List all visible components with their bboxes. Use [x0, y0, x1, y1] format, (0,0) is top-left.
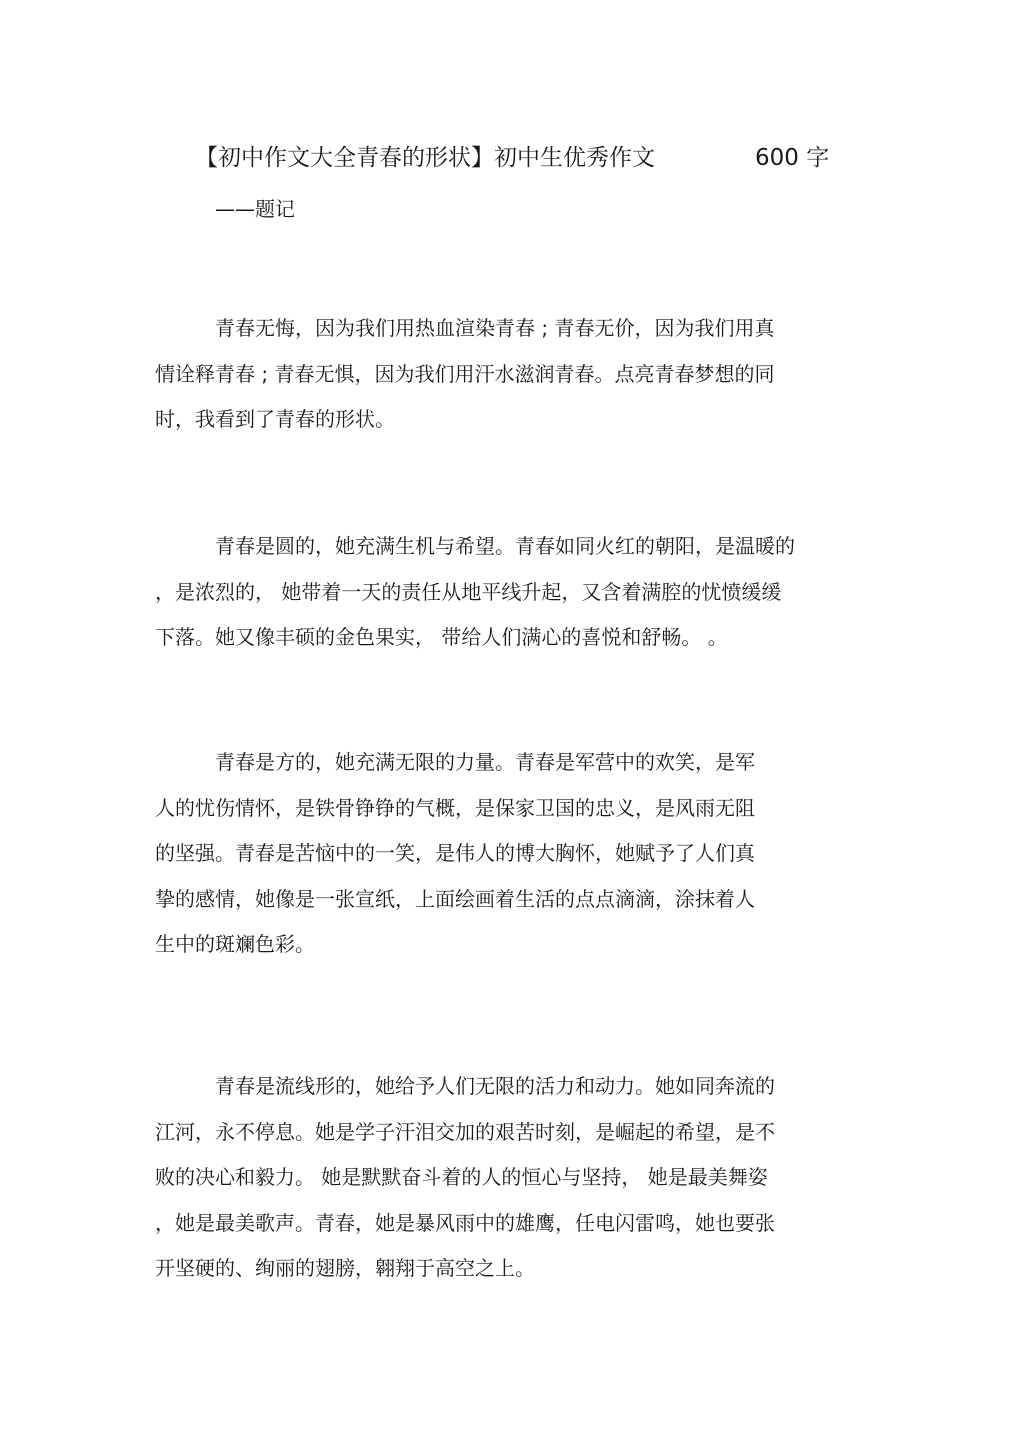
paragraph-line: 的坚强。青春是苦恼中的一笑，是伟人的博大胸怀，她赋予了人们真	[155, 841, 755, 865]
paragraph-line: 败的决心和毅力。 她是默默奋斗着的人的恒心与坚持， 她是最美舞姿	[155, 1165, 768, 1189]
paragraph-line: 情诠释青春 ; 青春无惧，因为我们用汗水滋润青春。点亮青春梦想的同	[155, 361, 775, 386]
paragraph-line: 青春是流线形的，她给予人们无限的活力和动力。她如同奔流的	[215, 1074, 775, 1098]
paragraph-line: ，她是最美歌声。青春，她是暴风雨中的雄鹰，任电闪雷鸣，她也要张	[155, 1210, 775, 1235]
paragraph-line: 青春无悔，因为我们用热血渲染青春 ; 青春无价，因为我们用真	[215, 316, 775, 340]
paragraph-line: 挚的感情，她像是一张宣纸，上面绘画着生活的点点滴滴，涂抹着人	[155, 886, 755, 911]
title-word-count: 600 字	[755, 145, 830, 171]
paragraph-line: 时，我看到了青春的形状。	[155, 407, 395, 431]
paragraph-2	[155, 524, 875, 661]
paragraph-1	[155, 306, 875, 443]
paragraph-line: 人的忧伤情怀，是铁骨铮铮的气概，是保家卫国的忠义，是风雨无阻	[155, 795, 755, 820]
title-text: 【初中作文大全青春的形状】初中生优秀作文	[195, 145, 655, 171]
paragraph-line: 青春是方的，她充满无限的力量。青春是军营中的欢笑，是军	[215, 750, 755, 774]
paragraph-3	[155, 740, 875, 968]
paragraph-line: 江河，永不停息。她是学子汗泪交加的艰苦时刻，是崛起的希望，是不	[155, 1119, 775, 1144]
document-title	[195, 138, 835, 178]
subtitle-epigraph: ——题记	[215, 197, 295, 221]
paragraph-line: 开坚硬的、绚丽的翅膀，翱翔于高空之上。	[155, 1256, 535, 1280]
paragraph-4	[155, 1064, 875, 1292]
paragraph-line: 生中的斑斓色彩。	[155, 932, 315, 956]
paragraph-line: 青春是圆的，她充满生机与希望。青春如同火红的朝阳，是温暖的	[215, 534, 795, 558]
paragraph-line: ，是浓烈的， 她带着一天的责任从地平线升起，又含着满腔的忧愤缓缓	[155, 579, 782, 604]
paragraph-line: 下落。她又像丰硕的金色果实， 带给人们满心的喜悦和舒畅。 。	[155, 625, 728, 649]
